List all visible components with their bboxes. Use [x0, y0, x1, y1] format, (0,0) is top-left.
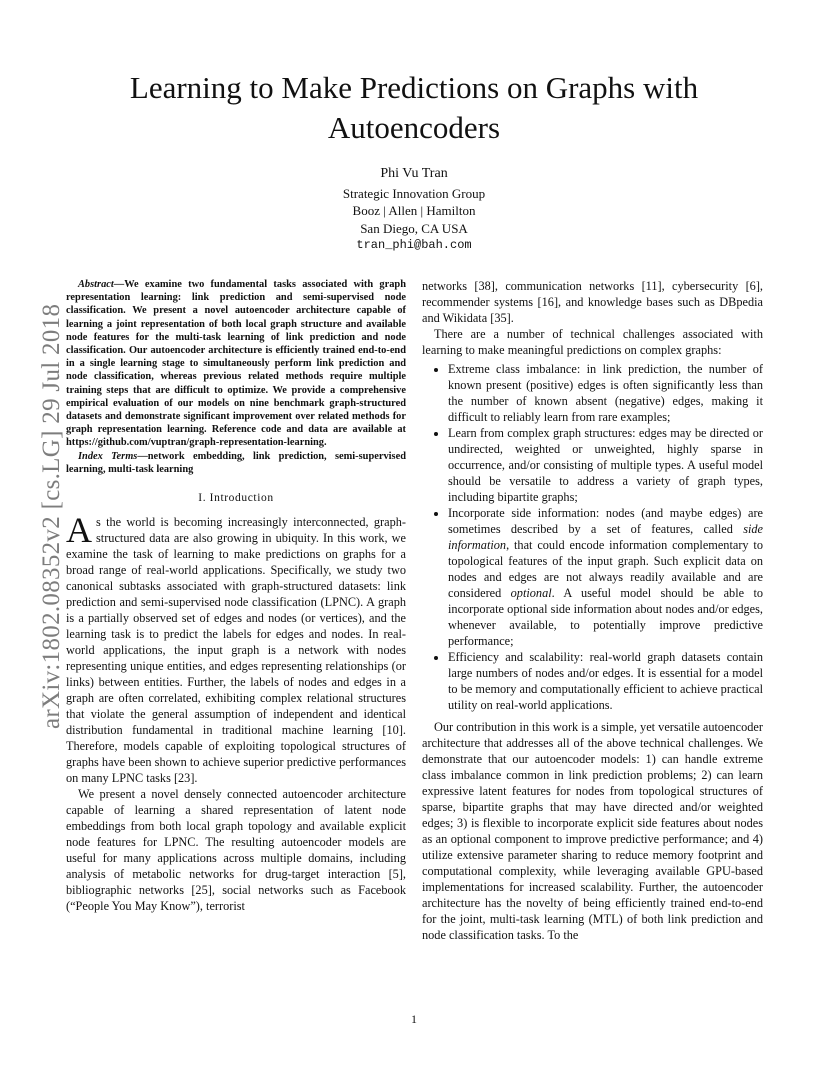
- page-number: 1: [411, 1012, 417, 1026]
- author-block: [214, 165, 614, 255]
- list-item: • Efficiency and scalability: real-world graph datasets contain large numbers of nodes and/or edges. It is essential for a model to be memory and computationally efficient to achieve practical utility on real-world applications.: [448, 649, 763, 713]
- section-heading: I. Introduction: [198, 492, 274, 505]
- list-item: • Learn from complex graph structures: edges may be directed or undirected, weighted or unweighted, highly sparse in occurrence, and/or consisting of multiple types. A useful model should be versatile to address a variety of graph types, including bipartite graphs;: [448, 425, 763, 505]
- intro-paragraph-1-text: s the world is becoming increasingly interconnected, graph-structured data are also growing in ubiquity. In this work, we examine the task of learning to make predictions on graphs for a broad range of real-world applications. Specifically, we study two canonical subtasks associated with graph-structured datasets: link prediction and semi-supervised node classification (LPNC). A graph is a partially observed set of edges and nodes (or vertices), and the learning task is to predict the labels for edges and nodes. In real-world applications, the input graph is a network with nodes representing unique entities, and edges representing relationships (or links) between entities. Further, the labels of nodes and edges in a graph are often correlated, exhibiting complex relational structures that violate the general assumption of independent and identical distribution fundamental in traditional machine learning [10]. Therefore, models capable of exploiting topological structures of graphs have been shown to achieve superior predictive performances on many LPNC tasks [23].: [66, 515, 406, 786]
- right-paragraph-1: There are a number of technical challenges associated with learning to make meaningful predictions on complex graphs:: [422, 327, 763, 357]
- right-paragraph-2: Our contribution in this work is a simple, yet versatile autoencoder architecture that addresses all of the above technical challenges. We demonstrate that our autoencoder models: 1) can handle extreme class imbalance common in link prediction problems; 2) can learn expressive latent features for nodes from topological structures of sparse, bipartite graphs that may have directed and/or weighted edges; 3) is flexible to incorporate explicit side features about nodes as an optional component to improve predictive performance; and 4) utilize extensive parameter sharing to reduce memory footprint and computational complexity, while leveraging available GPU-based implementations for increased scalability. Further, the autoencoder architecture has the novelty of being efficiently trained end-to-end for the joint, multi-task learning (MTL) of both link prediction and node classification tasks. To the: [422, 720, 763, 942]
- index-terms: [66, 450, 406, 476]
- optional-emphasis: optional: [510, 586, 552, 600]
- affiliation-line: Booz | Allen | Hamilton: [352, 203, 476, 218]
- intro-paragraph: [66, 510, 406, 786]
- side-information-emphasis: side information: [448, 522, 763, 552]
- paper-title: Learning to Make Predictions on Graphs with Autoencoders: [129, 70, 699, 145]
- right-paragraph-0: networks [38], communication networks [11], cybersecurity [6], recommender systems [16], and knowledge bases such as DBpedia and Wikidata [35].: [422, 279, 763, 325]
- affiliation-line: Strategic Innovation Group: [342, 185, 486, 201]
- challenges-list: [422, 361, 763, 713]
- list-item: • Incorporate side information: nodes (and maybe edges) are sometimes described by a set of features, called side information, that could encode information complementary to topological features of the input graph. Such explicit data on nodes and edges are not always readily available and are considered optional. A useful model should be able to incorporate optional side information about nodes and/or edges, whenever available, to potentially improve predictive performance;: [448, 505, 763, 649]
- arxiv-identifier: arXiv:1802.08352v2 [cs.LG] 29 Jul 2018: [38, 303, 65, 729]
- right-column: [422, 278, 763, 943]
- list-item: • Extreme class imbalance: in link prediction, the number of known present (positive) edges is often significantly less than the number of known absent (negative) edges, making it difficult to reliably learn from rare examples;: [448, 361, 763, 425]
- affiliation-line: San Diego, CA USA: [360, 220, 468, 236]
- drop-cap: A: [66, 510, 92, 551]
- abstract-text: —We examine two fundamental tasks associated with graph representation learning: link prediction and semi-supervised node classification. We present a novel autoencoder architecture capable of learning a joint representation of both local graph structure and available node features for the multi-task learning of link prediction and node classification. Our autoencoder architecture is efficiently trained end-to-end in a single learning stage to simultaneously perform link prediction and node classification, whereas previous related methods require multiple training steps that are difficult to optimize. We provide a comprehensive empirical evaluation of our models on nine benchmark graph-structured datasets and demonstrate significant improvement over related methods for graph representation learning. Reference code and data are available at https://github.com/vuptran/graph-representation-learning.: [66, 279, 406, 449]
- abstract-label: Abstract: [78, 279, 114, 290]
- index-terms-label: Index Terms: [78, 450, 138, 462]
- intro-paragraph-2: We present a novel densely connected autoencoder architecture capable of learning a shared representation of latent node embeddings from both local graph topology and available explicit node features for LPNC. The resulting autoencoder models are useful for many applications across multiple domains, including analysis of metabolic networks for drug-target interaction [5], bibliographic networks [25], social networks such as Facebook (“People You May Know”), terrorist: [66, 787, 406, 914]
- index-terms-text: —network embedding, link prediction, semi-supervised learning, multi-task learning: [66, 450, 406, 475]
- author-email: tran_phi@bah.com: [356, 238, 472, 252]
- left-column: [66, 278, 406, 914]
- author-name: Phi Vu Tran: [380, 166, 448, 181]
- abstract: [66, 278, 406, 450]
